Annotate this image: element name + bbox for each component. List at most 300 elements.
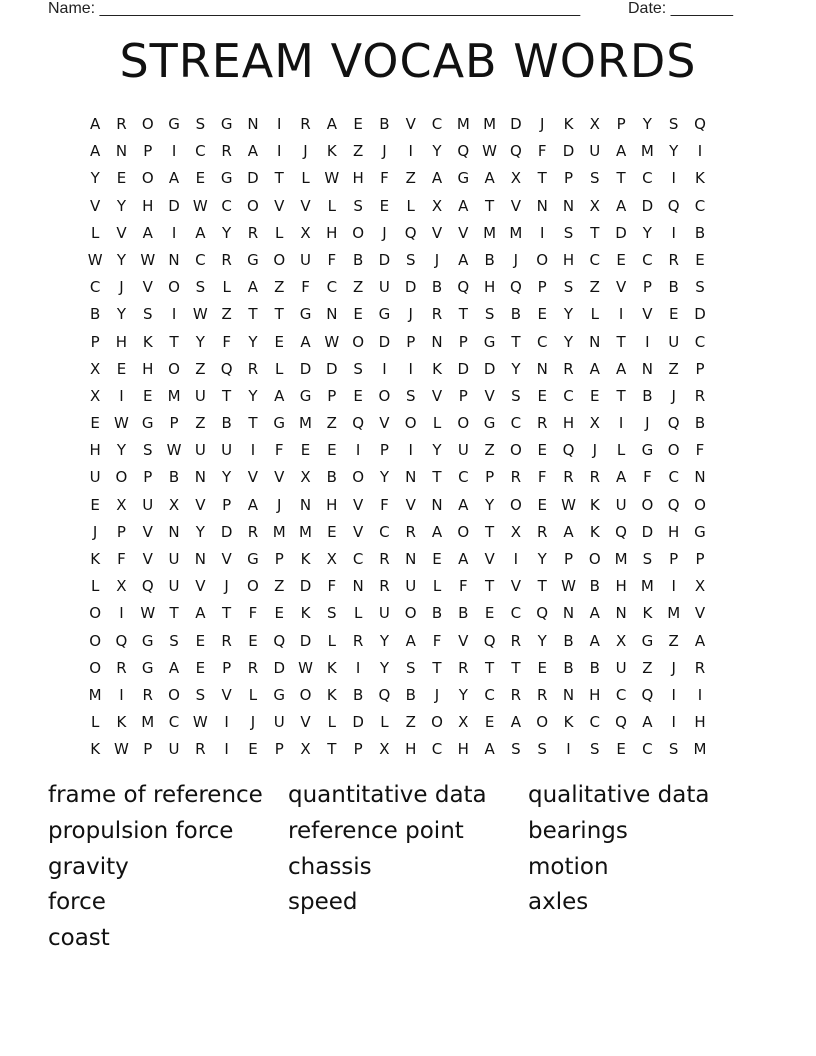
grid-letter: N [168,522,180,541]
grid-letter: T [274,169,284,188]
grid-row [82,437,713,464]
grid-letter: V [352,495,364,514]
grid-letter: O [89,604,102,623]
grid-letter: G [273,685,286,704]
grid-letter: O [89,658,102,677]
grid-letter: O [457,414,470,433]
grid-letter: E [195,631,206,650]
grid-letter: R [247,359,259,378]
grid-letter: Z [274,278,285,297]
grid-letter: Y [642,115,652,133]
grid-letter: S [353,359,363,378]
grid-letter: I [250,441,256,460]
grid-letter: Q [641,685,654,704]
grid-letter: K [642,604,653,623]
grid-letter: E [274,604,284,623]
grid-letter: Y [195,332,205,351]
grid-letter: T [222,604,232,623]
grid-letter: G [247,550,259,568]
grid-letter: D [641,196,654,215]
grid-letter: D [273,658,285,677]
grid-letter: C [458,468,469,487]
grid-letter: C [89,278,101,297]
grid-letter: K [300,550,311,568]
grid-letter: N [536,359,548,378]
grid-letter: A [458,550,469,568]
grid-letter: P [616,115,626,133]
grid-letter: A [589,359,600,378]
grid-letter: L [327,631,336,650]
grid-letter: V [195,577,206,596]
grid-letter: V [484,386,495,405]
grid-letter: O [299,685,312,704]
grid-letter: L [275,223,284,242]
grid-letter: Y [195,522,205,541]
grid-letter: C [195,250,206,269]
grid-letter: D [483,359,496,378]
grid-letter: Y [379,631,389,650]
header [0,0,816,24]
grid-letter: J [434,250,440,269]
grid-letter: V [116,223,127,242]
grid-letter: I [671,685,676,704]
grid-letter: X [168,495,180,514]
grid-letter: W [561,495,576,514]
grid-letter: U [194,386,206,405]
grid-letter: T [511,332,521,351]
grid-letter: D [404,278,417,297]
grid-letter: H [668,522,680,541]
grid-letter: F [458,577,468,596]
grid-letter: V [458,631,469,650]
grid-letter: O [352,223,365,242]
grid-letter: F [274,441,284,460]
grid-letter: G [220,169,233,188]
grid-letter: A [405,631,416,650]
grid-row [82,600,713,627]
grid-letter: I [618,305,624,324]
grid-letter: C [642,169,653,188]
grid-letter: B [589,658,600,677]
grid-letter: J [382,142,387,161]
grid-letter: B [563,631,574,650]
grid-letter: I [618,414,624,433]
grid-letter: K [563,115,574,133]
grid-letter: U [168,577,180,596]
grid-letter: H [589,685,601,704]
grid-letter: Y [222,468,232,487]
grid-letter: Y [485,495,495,514]
grid-letter: G [220,115,233,133]
grid-letter: F [643,468,652,487]
grid-letter: L [432,577,442,596]
grid-letter: T [432,658,442,677]
grid-row [82,464,713,491]
grid-letter: N [299,495,312,514]
grid-letter: S [668,115,679,133]
grid-letter: X [615,631,627,650]
grid-letter: X [510,522,522,541]
grid-letter: R [694,386,706,405]
grid-letter: C [615,685,627,704]
grid-letter: A [90,142,101,161]
grid-letter: V [142,522,153,541]
grid-letter: T [432,468,442,487]
date-line: Date: _______ [628,0,733,17]
grid-letter: V [405,495,416,514]
grid-letter: O [247,196,259,215]
grid-letter: N [562,604,575,623]
grid-letter: W [192,196,208,215]
grid-letter: N [431,332,443,351]
grid-letter: P [143,740,153,759]
grid-letter: N [641,359,653,378]
grid-letter: R [221,142,232,161]
grid-letter: D [220,522,233,541]
grid-letter: K [326,685,337,704]
grid-letter: J [382,223,387,242]
grid-letter: E [90,495,100,514]
grid-letter: R [589,468,600,487]
grid-letter: U [668,332,680,351]
grid-letter: Y [432,142,442,161]
grid-letter: A [247,142,259,161]
grid-letter: L [222,278,231,297]
grid-letter: Q [615,522,627,541]
grid-letter: V [221,685,232,704]
grid-letter: N [194,468,206,487]
grid-letter: E [353,115,363,133]
grid-letter: O [431,713,443,732]
vocab-word: reference point [288,817,464,844]
grid-letter: R [431,305,443,324]
grid-letter: Z [326,414,337,433]
grid-letter: T [458,305,468,324]
grid-letter: B [352,685,364,704]
grid-letter: O [168,359,180,378]
grid-letter: M [272,522,286,541]
grid-letter: G [378,305,391,324]
grid-letter: T [169,604,179,623]
grid-letter: I [539,223,545,242]
vocab-word: coast [48,925,110,952]
grid-letter: U [405,577,417,596]
grid-letter: E [668,305,679,324]
grid-letter: J [513,250,519,269]
grid-letter: Z [668,631,679,650]
grid-letter: H [142,196,154,215]
grid-letter: X [300,223,311,242]
grid-letter: N [405,550,417,568]
grid-letter: L [90,223,100,242]
grid-letter: V [352,522,364,541]
grid-letter: P [90,332,100,351]
grid-letter: S [195,115,206,133]
grid-letter: A [484,169,495,188]
grid-letter: N [405,468,417,487]
grid-letter: P [406,332,416,351]
grid-letter: P [274,740,284,759]
grid-row [82,138,713,165]
grid-letter: I [224,713,229,732]
grid-letter: Q [509,142,522,161]
grid-letter: Q [115,631,128,650]
grid-letter: R [247,223,259,242]
grid-letter: O [509,441,522,460]
grid-letter: I [355,658,361,677]
grid-letter: J [645,414,650,433]
grid-letter: V [142,550,153,568]
grid-letter: N [562,196,575,215]
grid-letter: V [458,223,469,242]
grid-letter: B [431,278,443,297]
vocab-word: quantitative data [288,782,487,808]
grid-letter: Q [483,631,496,650]
grid-letter: Z [274,577,285,596]
grid-letter: G [641,631,654,650]
grid-letter: E [537,305,547,324]
grid-letter: B [484,250,495,269]
grid-letter: J [250,713,256,732]
grid-letter: E [695,250,705,269]
grid-letter: L [406,196,415,215]
grid-letter: N [168,250,180,269]
grid-letter: Y [379,658,389,677]
grid-letter: O [536,250,549,269]
grid-letter: F [117,550,126,568]
grid-letter: Y [432,441,442,460]
grid-letter: T [485,577,495,596]
grid-row [82,220,713,247]
grid-letter: P [353,740,363,759]
grid-letter: U [194,441,206,460]
grid-letter: U [221,441,233,460]
grid-letter: Q [667,196,680,215]
grid-letter: Z [668,359,679,378]
grid-letter: Q [457,278,470,297]
grid-letter: J [434,685,440,704]
grid-letter: Q [536,604,549,623]
grid-letter: G [694,522,706,541]
grid-letter: A [300,332,311,351]
grid-letter: L [90,577,100,596]
grid-letter: C [694,332,706,351]
grid-letter: Q [694,115,706,133]
grid-letter: L [275,359,284,378]
grid-letter: J [92,522,98,541]
grid-letter: J [592,441,597,460]
grid-letter: Q [562,441,575,460]
grid-letter: P [169,414,179,433]
grid-letter: W [298,658,313,677]
grid-letter: M [299,414,312,433]
grid-letter: N [615,604,627,623]
grid-letter: J [277,495,282,514]
grid-letter: S [511,386,521,405]
grid-letter: H [483,278,496,297]
grid-letter: Y [563,305,574,324]
grid-letter: H [115,332,128,351]
grid-letter: E [590,386,600,405]
grid-letter: O [694,495,706,514]
grid-letter: T [511,658,521,677]
grid-letter: D [694,305,706,324]
grid-letter: P [379,441,389,460]
grid-letter: X [458,713,469,732]
grid-letter: G [457,169,470,188]
grid-letter: F [222,332,231,351]
grid-letter: V [484,550,495,568]
grid-letter: Y [642,223,652,242]
grid-letter: Y [116,196,127,215]
grid-letter: F [248,604,258,623]
grid-letter: C [536,332,548,351]
grid-letter: R [116,115,127,133]
grid-letter: F [695,441,705,460]
grid-letter: L [327,713,336,732]
grid-letter: G [247,250,259,269]
grid-letter: R [536,685,548,704]
grid-letter: D [641,522,654,541]
grid-letter: N [589,332,601,351]
grid-letter: R [536,522,548,541]
grid-letter: D [352,713,364,732]
grid-letter: L [327,196,336,215]
grid-row [82,546,713,573]
grid-letter: Y [222,223,232,242]
grid-letter: P [222,495,232,514]
grid-letter: K [326,658,337,677]
grid-letter: K [116,713,127,732]
word-list [48,778,788,957]
grid-letter: N [694,468,706,487]
grid-letter: E [616,250,626,269]
grid-letter: T [222,386,232,405]
grid-letter: V [379,414,390,433]
grid-letter: N [115,142,128,161]
grid-letter: V [431,223,443,242]
grid-letter: O [378,386,391,405]
grid-letter: A [195,604,206,623]
vocab-word: force [48,889,106,916]
grid-letter: O [168,685,180,704]
grid-letter: E [300,441,311,460]
grid-letter: Y [537,550,547,568]
grid-letter: J [671,386,676,405]
grid-letter: Y [563,332,574,351]
grid-letter: E [537,495,547,514]
grid-letter: H [89,441,101,460]
grid-letter: E [195,658,206,677]
grid-letter: M [88,685,102,704]
grid-letter: U [457,441,469,460]
grid-letter: J [539,115,545,133]
grid-letter: H [352,169,364,188]
grid-letter: F [537,468,547,487]
grid-letter: D [299,631,312,650]
grid-letter: R [510,685,522,704]
grid-letter: I [382,359,387,378]
grid-letter: S [353,196,363,215]
grid-row [82,492,713,519]
grid-letter: R [300,115,311,133]
grid-row [82,628,713,655]
grid-letter: E [195,169,206,188]
grid-letter: A [589,631,600,650]
grid-letter: Z [405,169,416,188]
grid-letter: C [195,142,206,161]
grid-letter: G [483,414,496,433]
grid-letter: B [668,278,679,297]
grid-letter: I [513,550,519,568]
grid-letter: S [668,740,679,759]
grid-letter: M [167,386,181,405]
grid-letter: E [484,604,495,623]
grid-letter: H [457,740,469,759]
grid-letter: V [247,468,259,487]
grid-letter: V [510,577,522,596]
grid-letter: Q [220,359,233,378]
grid-row [82,682,713,709]
grid-letter: U [168,740,180,759]
grid-letter: W [482,142,498,161]
grid-letter: A [168,658,180,677]
grid-letter: M [693,740,707,759]
grid-letter: V [615,278,627,297]
grid-letter: H [326,223,338,242]
vocab-word: bearings [528,817,628,844]
grid-letter: X [300,740,311,759]
grid-letter: N [326,305,338,324]
grid-letter: M [483,115,497,133]
grid-letter: X [90,386,101,405]
grid-letter: E [616,740,626,759]
grid-letter: A [510,713,522,732]
grid-letter: Z [352,142,364,161]
grid-letter: E [248,740,258,759]
grid-letter: P [695,550,705,568]
grid-letter: M [640,577,654,596]
grid-letter: Y [511,359,521,378]
grid-letter: I [119,685,124,704]
grid-letter: S [195,685,206,704]
grid-letter: C [642,250,653,269]
vocab-word: speed [288,889,358,916]
grid-letter: V [694,604,706,623]
grid-letter: O [667,441,680,460]
grid-letter: Z [221,305,232,324]
grid-letter: I [171,223,177,242]
grid-letter: Z [484,441,495,460]
grid-letter: K [589,495,600,514]
grid-letter: I [224,740,229,759]
grid-letter: K [432,359,442,378]
name-line: Name: ______________________________________________________ [48,0,581,17]
grid-letter: S [590,169,600,188]
grid-letter: X [300,468,311,487]
grid-letter: G [141,658,154,677]
grid-letter: V [195,495,206,514]
grid-letter: S [642,550,653,568]
grid-letter: R [563,468,574,487]
grid-letter: L [616,441,626,460]
grid-letter: C [431,115,443,133]
grid-letter: C [326,278,338,297]
grid-letter: Q [352,414,365,433]
grid-letter: F [301,278,310,297]
grid-letter: O [457,522,470,541]
grid-letter: X [116,495,127,514]
